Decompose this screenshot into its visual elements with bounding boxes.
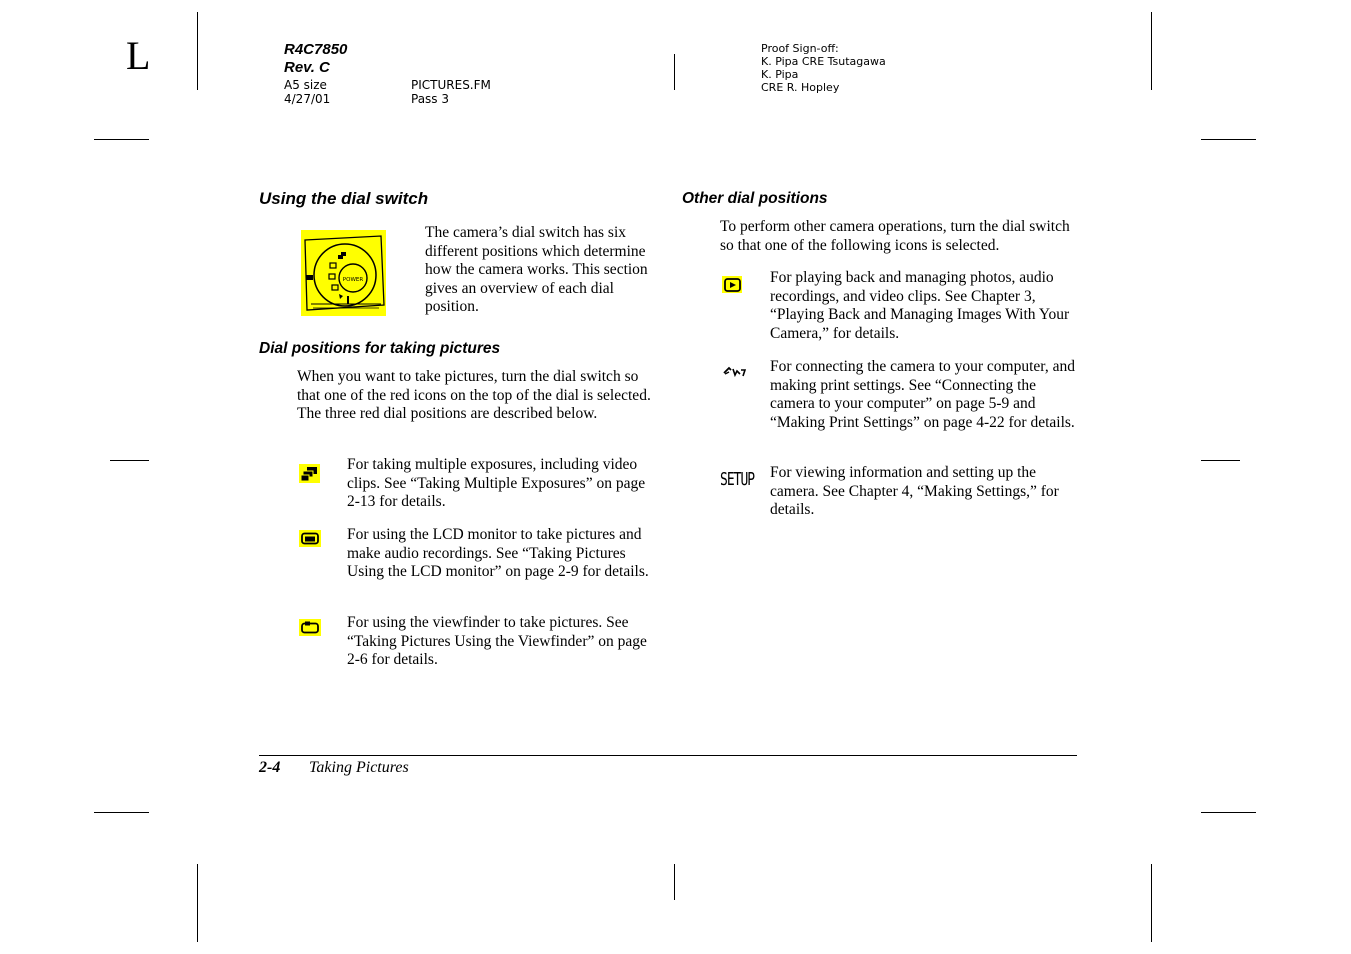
section-heading: Using the dial switch [259,189,429,208]
list-item-text: For connecting the camera to your computer, and making print settings. See “Connecting the camera to your computer” on page 5-9 and “Making Print Settings” on page 4-22 for details. [770,358,1075,431]
dial-switch-image [301,230,386,316]
crop-mark [197,864,198,942]
crop-mark [110,460,149,461]
header-size: A5 size [284,78,327,92]
taking-pictures-intro: When you want to take pictures, turn the dial switch so that one of the red icons on the top of the dial is selected. The three red dial positions are described below. [297,368,651,423]
section-heading: Other dial positions [682,190,828,207]
computer-connect-icon [721,364,747,379]
footer-rule [259,755,1077,756]
playback-icon [722,276,742,293]
corner-letter: L [126,33,151,78]
crop-mark [1201,812,1256,813]
list-item-text: For using the LCD monitor to take pictures and make audio recordings. See “Taking Pictures Using the LCD monitor” on page 2-9 for details. [347,526,649,581]
proof-line: Proof Sign-off: [761,42,839,55]
header-model: R4C7850 [284,41,348,58]
header-revision: Rev. C [284,59,330,76]
list-item-text: For taking multiple exposures, including video clips. See “Taking Multiple Exposures” on page 2-13 for details. [347,456,646,511]
setup-icon [720,466,755,491]
crop-mark [1151,12,1152,90]
dial-intro-text: The camera’s dial switch has six different positions which determine how the camera works. This section gives an overview of each dial position. [425,224,648,316]
setup-icon-label: SETUP [720,470,755,491]
crop-mark [1151,864,1152,942]
header-date: 4/27/01 [284,92,331,106]
header-file: PICTURES.FM [411,78,491,92]
list-item-text: For playing back and managing photos, audio recordings, and video clips. See Chapter 3, “Playing Back and Managing Images With Your Camera,” for details. [770,269,1070,342]
multiple-exposures-icon [299,464,320,483]
crop-mark [1201,139,1256,140]
viewfinder-icon [299,619,321,636]
lcd-monitor-icon [299,530,321,547]
proof-line: K. Pipa [761,68,799,81]
list-item-text: For using the viewfinder to take pictures. See “Taking Pictures Using the Viewfinder” on page 2-6 for details. [347,614,647,669]
dial-switch-illustration [301,230,386,316]
proof-line: K. Pipa CRE Tsutagawa [761,55,886,68]
dial-power-label: POWER [342,277,364,283]
chapter-title: Taking Pictures [309,759,409,776]
list-item-text: For viewing information and setting up the camera. See Chapter 4, “Making Settings,” for details. [770,464,1059,519]
crop-mark [197,12,198,90]
header-pass: Pass 3 [411,92,450,106]
other-dial-intro: To perform other camera operations, turn the dial switch so that one of the following icons is selected. [720,218,1070,254]
crop-mark [674,864,675,900]
crop-mark [94,812,149,813]
crop-mark [1201,460,1240,461]
crop-mark [674,54,675,90]
crop-mark [94,139,149,140]
proof-line: CRE R. Hopley [761,81,840,94]
page-number: 2-4 [259,759,281,776]
proof-signoff [761,42,886,94]
subsection-heading: Dial positions for taking pictures [259,340,501,357]
